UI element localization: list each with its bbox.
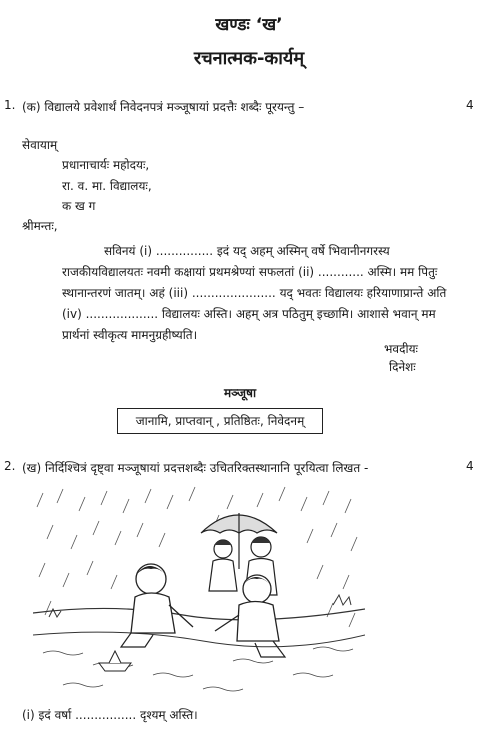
word-box-title: मञ्जूषा bbox=[223, 386, 257, 400]
word-box: जानामि, प्राप्तवान् , प्रतिष्ठितः, निवेदनम् bbox=[117, 408, 323, 434]
rain-scene-illustration bbox=[33, 485, 365, 697]
letter-closing: भवदीयः bbox=[384, 342, 418, 356]
page-title: रचनात्मक-कार्यम् bbox=[193, 48, 305, 69]
letter-recipient-3: क ख ग bbox=[62, 199, 96, 213]
letter-body-line: (iv) ................... विद्यालयः अस्ति। अहम् अत्र पठितुम् इच्छामि। आशासे भवान् मम bbox=[62, 307, 436, 321]
letter-recipient-2: रा. व. मा. विद्यालयः, bbox=[62, 179, 152, 193]
letter-body-line: राजकीयविद्यालयतः नवमी कक्षायां प्रथमश्रेण्यां सफलतां (ii) ............ अस्मि। मम पितुः bbox=[62, 265, 438, 279]
letter-signature: दिनेशः bbox=[389, 360, 416, 374]
letter-body-line: सविनयं (i) ............... इदं यद् अहम् अस्मिन् वर्षे भिवानीनगरस्य bbox=[104, 244, 390, 258]
question-1-text: (क) विद्यालये प्रवेशार्थं निवेदनपत्रं मञ्जूषायां प्रदत्तैः शब्दैः पूरयन्तु – bbox=[22, 100, 305, 114]
letter-body-line: प्रार्थनां स्वीकृत्य मामनुग्रहीष्यति। bbox=[62, 328, 198, 342]
question-1-marks: 4 bbox=[466, 98, 474, 112]
letter-body-line: स्थानान्तरणं जातम्। अहं (iii) ...................... यद् भवतः विद्यालयः हरियाणाप्रान्ते अति bbox=[62, 286, 447, 300]
question-2-marks: 4 bbox=[466, 459, 474, 473]
section-heading: खण्डः ‘ख’ bbox=[215, 15, 283, 35]
letter-recipient-1: प्रधानाचार्यः महोदयः, bbox=[62, 158, 150, 172]
question-2-text: (ख) निर्दिश्चित्रं दृष्ट्वा मञ्जूषायां प्रदत्तशब्दैः उचितरिक्तस्थानानि पूरयित्वा लिखत - bbox=[22, 461, 369, 475]
letter-greeting: श्रीमन्तः, bbox=[22, 219, 58, 233]
letter-salutation: सेवायाम् bbox=[22, 138, 58, 152]
question-2-line-1: (i) इदं वर्षा ................ दृश्यम् अस्ति। bbox=[22, 708, 198, 722]
question-2-number: 2. bbox=[4, 459, 16, 473]
question-1-number: 1. bbox=[4, 98, 16, 112]
